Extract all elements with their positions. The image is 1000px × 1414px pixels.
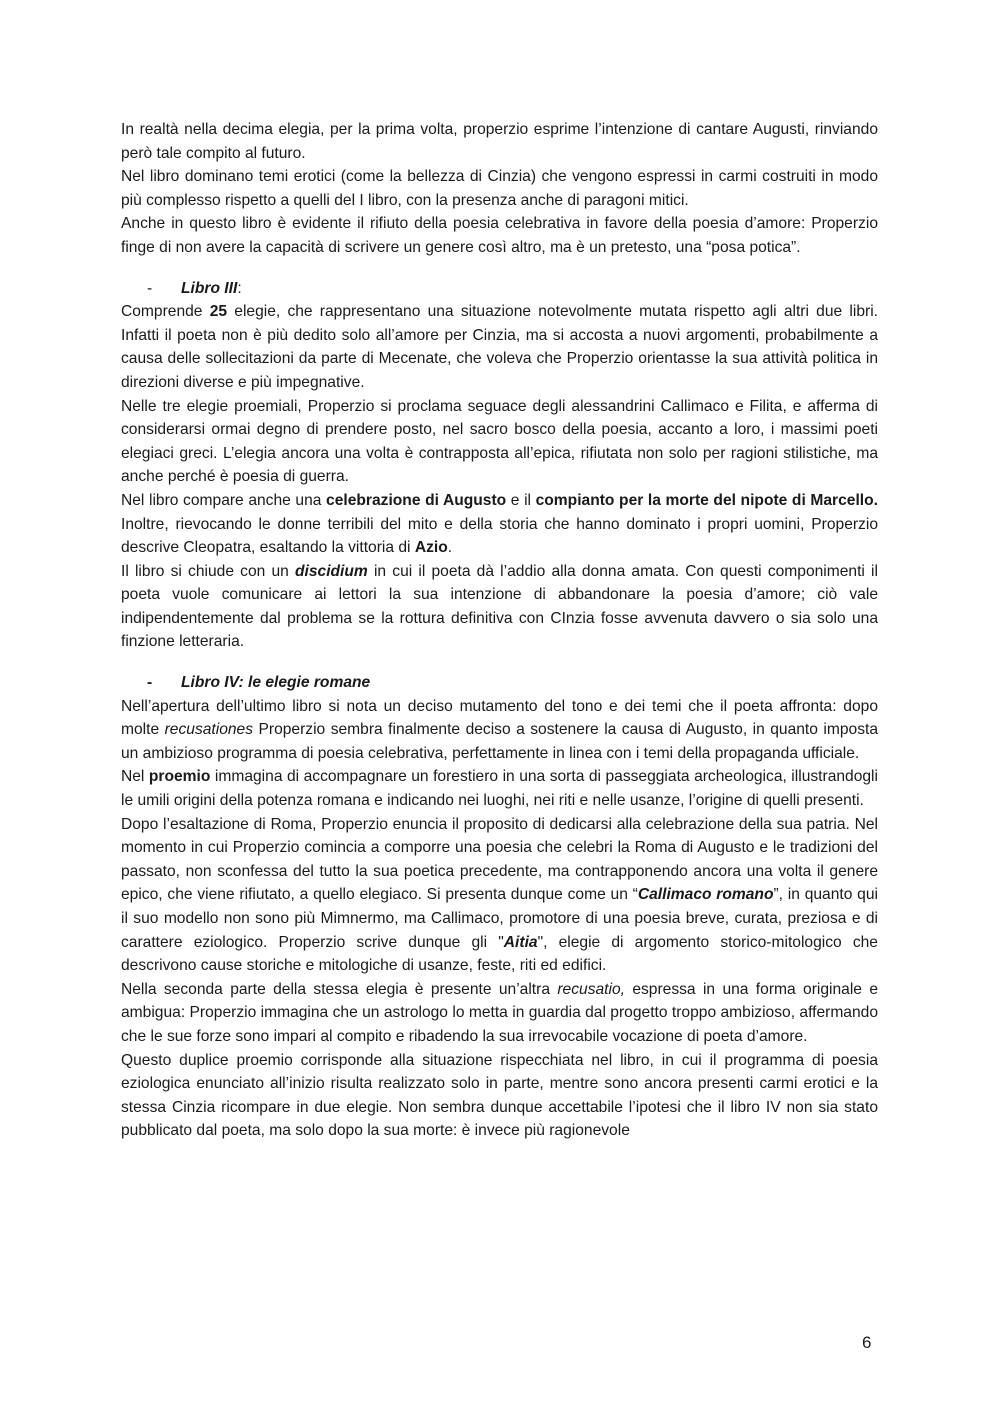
- bold-term: Azio: [414, 539, 448, 557]
- intro-paragraph-2: Nel libro dominano temi erotici (come la bellezza di Cinzia) che vengono espressi in carmi costruiti in modo più complesso rispetto a quelli del I libro, con la presenza anche di paragoni mitici.: [121, 168, 878, 209]
- libro3-paragraph-2: Nelle tre elegie proemiali, Properzio si proclama seguace degli alessandrini Callimaco e Filita, e afferma di considerarsi ormai degno di prendere posto, nel sacro bosco della poesia, accanto a loro, i massimi poeti elegiaci greci. L’elegia ancora una volta è contrapposta all’epica, rifiutata non solo per ragioni stilistiche, ma anche perché è poesia di guerra.: [121, 397, 878, 486]
- libro4-paragraph-2: [121, 765, 878, 812]
- section-gap: [121, 654, 878, 671]
- intro-paragraph-1: In realtà nella decima elegia, per la prima volta, properzio esprime l’intenzione di cantare Augusti, rinviando però tale compito al futuro.: [121, 121, 878, 162]
- text-run: elegie, che rappresentano una situazione notevolmente mutata rispetto agli altri due libri. Infatti il poeta non è più dedito solo all’amore per Cinzia, ma si accosta a nuovi argomenti, probabilmente a causa delle sollecitazioni da parte di Mecenate, che voleva che Properzio orientasse la sua attività politica in direzioni diverse e più impegnative.: [121, 303, 879, 391]
- heading-colon: :: [237, 279, 242, 297]
- section-heading-libro-3: [121, 277, 878, 301]
- elegy-count: 25: [209, 303, 228, 321]
- text-run: ”, in quanto qui il suo modello non sono più Mimnermo, ma Callimaco, promotore di una poesia breve, curata, preziosa e di carattere eziologico. Properzio scrive dunque gli ": [121, 886, 878, 951]
- section-gap: [121, 260, 878, 277]
- text-run: Nel libro compare anche una: [121, 491, 327, 509]
- libro4-paragraph-5: Questo duplice proemio corrisponde alla situazione rispecchiata nel libro, in cui il programma di poesia eziologica enunciato all’inizio risulta realizzato solo in parte, mentre sono ancora presenti carmi erotici e la stessa Cinzia ricompare in due elegie. Non sembra dunque accettabile l’ipotesi che il libro IV non sia stato pubblicato dal poeta, ma solo dopo la sua morte: è invece più ragionevole: [121, 1051, 878, 1140]
- text-run: e il: [506, 491, 536, 509]
- heading-text: Libro III: [181, 279, 238, 297]
- libro3-paragraph-3: [121, 489, 878, 560]
- text-run: Comprende: [121, 303, 210, 321]
- libro3-paragraph-1: [121, 300, 878, 394]
- bold-term: celebrazione di Augusto: [326, 491, 507, 509]
- text-run: Il libro si chiude con un: [121, 562, 295, 580]
- text-run: Properzio sembra finalmente deciso a sostenere la causa di Augusto, in quanto imposta un ambizioso programma di poesia celebrativa, perfettamente in linea con i temi della propaganda ufficiale.: [121, 721, 878, 762]
- list-dash: -: [147, 674, 153, 692]
- text-run: Inoltre, rievocando le donne terribili del mito e della storia che hanno dominato i propri uomini, Properzio descrive Cleopatra, esaltando la vittoria di: [121, 515, 878, 557]
- text-run: Dopo l’esaltazione di Roma, Properzio enuncia il proposito di dedicarsi alla celebrazione della sua patria. Nel momento in cui Properzio comincia a comporre una poesia che celebri la Roma di Augusto e le tradizioni del passato, non sconfessa del tutto la sua poetica precedente, ma contrapponendo ancora una volta il genere epico, che viene rifiutato, a quello elegiaco. Si presenta dunque come un “: [121, 815, 878, 904]
- intro-paragraph-3: Anche in questo libro è evidente il rifiuto della poesia celebrativa in favore della poesia d’amore: Properzio finge di non avere la capacità di scrivere un genere così altro, ma è un pretesto, una “posa potica”.: [121, 215, 878, 256]
- list-dash: -: [147, 279, 153, 297]
- libro4-paragraph-1: [121, 695, 878, 766]
- document-page: [121, 118, 878, 1143]
- text-run: Nell’apertura dell’ultimo libro si nota un deciso mutamento del tono e dei temi che il poeta affronta: dopo molte: [121, 697, 878, 739]
- page-number: 6: [862, 1333, 872, 1352]
- text-run: Nella seconda parte della stessa elegia è presente un’altra: [121, 980, 558, 998]
- text-run: .: [447, 539, 453, 557]
- text-run: ", elegie di argomento storico-mitologico che descrivono cause storiche e mitologiche di usanze, feste, riti ed edifici.: [121, 933, 878, 975]
- bold-term: compianto per la morte del nipote di Marcello.: [535, 491, 878, 509]
- bold-italic-term: Callimaco romano: [637, 886, 774, 904]
- italic-term: recusationes: [164, 721, 254, 739]
- libro4-paragraph-4: [121, 978, 878, 1049]
- text-run: in cui il poeta dà l’addio alla donna amata. Con questi componimenti il poeta vuole comunicare ai lettori la sua intenzione di abbandonare la poesia d’amore; ciò vale indipendentemente dal problema se la rottura definitiva con CInzia fosse avvenuta davvero o sia solo una finzione letteraria.: [121, 562, 878, 651]
- bold-term: proemio: [148, 768, 211, 786]
- libro3-paragraph-4: [121, 560, 878, 654]
- italic-term: recusatio,: [557, 980, 625, 998]
- section-heading-libro-4: [121, 671, 878, 695]
- text-run: Nel: [121, 768, 149, 786]
- bold-italic-term: discidium: [295, 562, 368, 580]
- bold-italic-term: Aitia: [503, 933, 538, 951]
- text-run: immagina di accompagnare un forestiero in una sorta di passeggiata archeologica, illustrandogli le umili origini della potenza romana e indicando nei luoghi, nei riti e nelle usanze, l’origine di quelli presenti.: [121, 768, 878, 810]
- heading-text: Libro IV: le elegie romane: [181, 674, 371, 692]
- text-run: espressa in una forma originale e ambigua: Properzio immagina che un astrologo lo metta in guardia dal progetto troppo ambizioso, affermando che le sue forze sono impari al compito e ribadendo la sua irrevocabile vocazione di poeta d’amore.: [121, 980, 878, 1045]
- libro4-paragraph-3: [121, 813, 878, 978]
